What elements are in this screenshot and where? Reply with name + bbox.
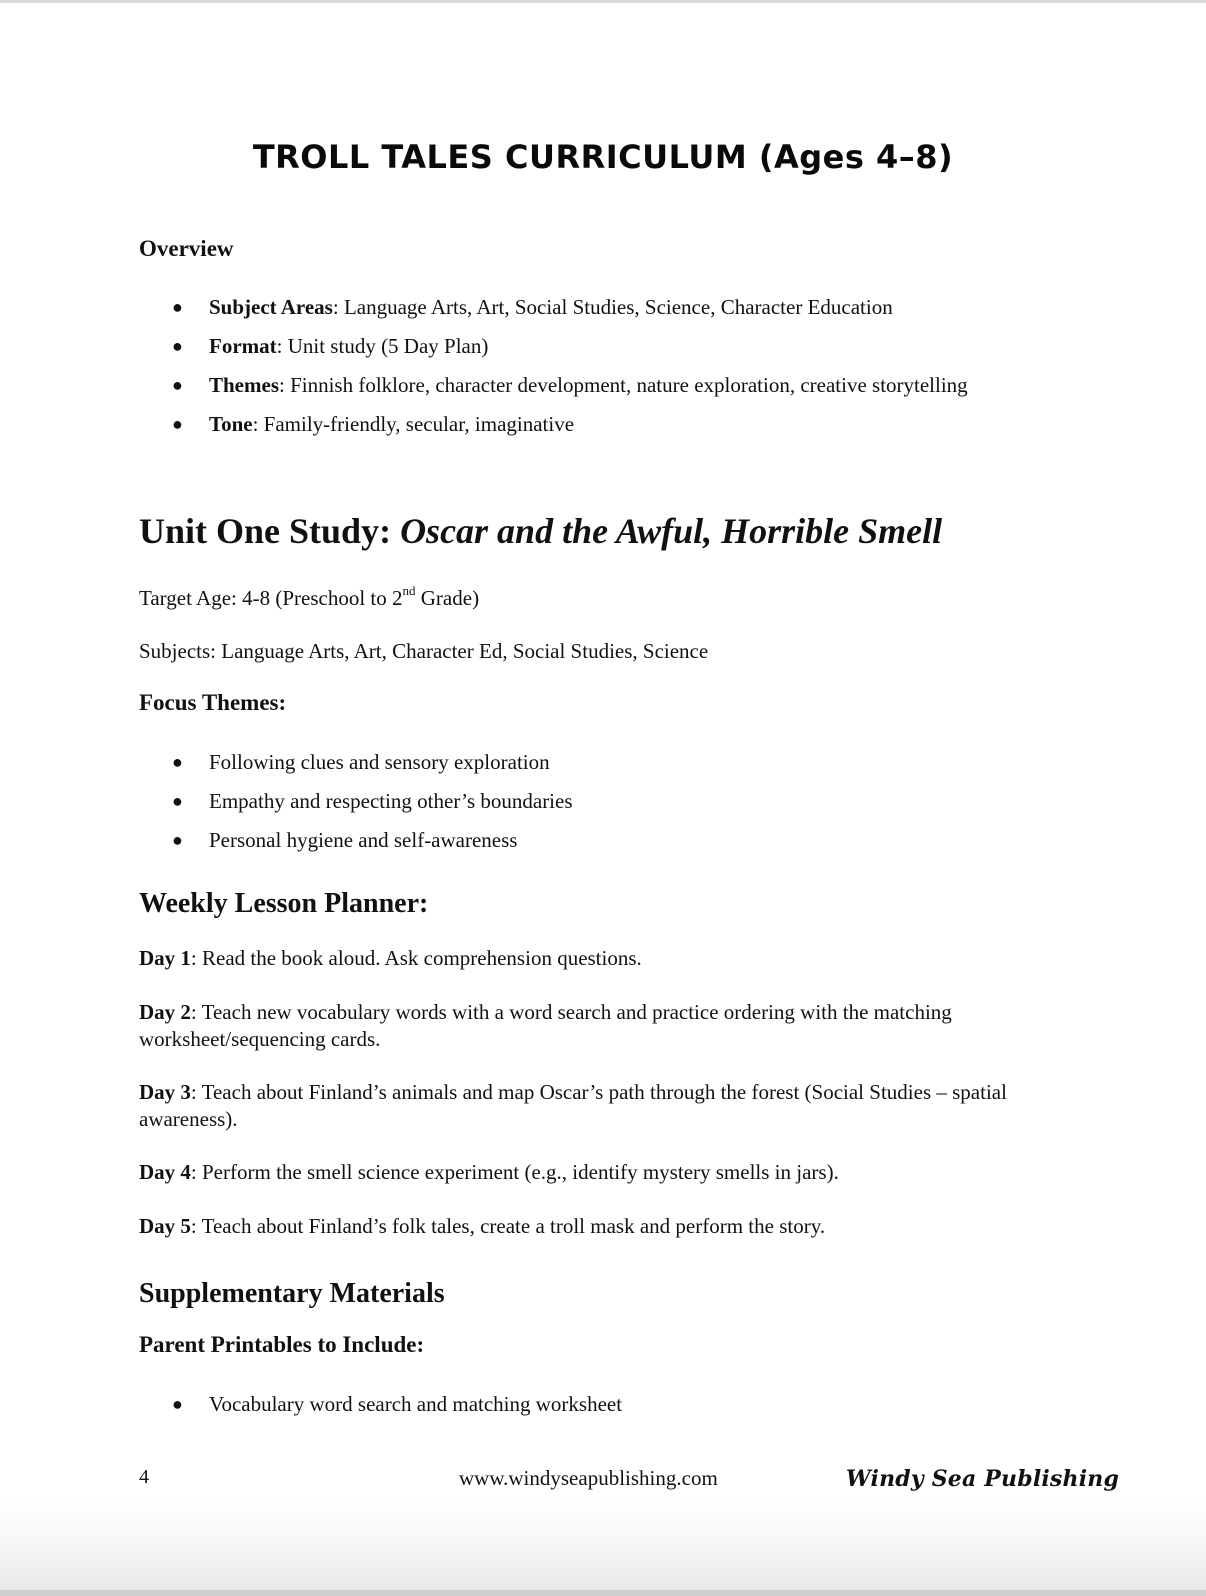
book-title: Oscar and the Awful, Horrible Smell (400, 511, 943, 551)
bullet-icon: ● (172, 752, 183, 772)
bullet-icon: ● (172, 1394, 183, 1414)
focus-theme-text: Following clues and sensory exploration (209, 750, 550, 774)
focus-themes-heading: Focus Themes: (139, 690, 287, 715)
day-label: Day 2 (139, 1000, 191, 1024)
overview-item-text: : Family-friendly, secular, imaginative (252, 412, 575, 436)
printable-text: Vocabulary word search and matching worksheet (209, 1392, 623, 1416)
bullet-icon: ● (172, 297, 183, 317)
target-age-text: Target Age: 4-8 (Preschool to 2 (139, 586, 403, 610)
unit-title-prefix: Unit One Study: (139, 511, 401, 551)
bullet-icon: ● (172, 830, 183, 850)
footer-url: www.windyseapublishing.com (459, 1466, 718, 1490)
day-label: Day 3 (139, 1080, 191, 1104)
bottom-edge (0, 1590, 1206, 1596)
day-label: Day 4 (139, 1160, 191, 1184)
day-entry (139, 1079, 1059, 1133)
day-entry (139, 1213, 1059, 1240)
overview-item-text: : Finnish folklore, character development, nature exploration, creative storytelling (279, 373, 968, 397)
overview-item-text: : Language Arts, Art, Social Studies, Science, Character Education (332, 295, 893, 319)
bullet-icon: ● (172, 791, 183, 811)
printables-subheading: Parent Printables to Include: (139, 1332, 425, 1357)
focus-theme-text: Empathy and respecting other’s boundaries (209, 789, 573, 813)
day-text: : Perform the smell science experiment (e.g., identify mystery smells in jars). (190, 1160, 839, 1184)
bullet-icon: ● (172, 414, 183, 434)
supplementary-heading: Supplementary Materials (139, 1278, 445, 1309)
day-text: : Teach about Finland’s folk tales, create a troll mask and perform the story. (190, 1214, 826, 1238)
overview-item-label: Format (209, 334, 277, 358)
day-label: Day 5 (139, 1214, 191, 1238)
target-age (139, 585, 479, 611)
weekly-planner-heading: Weekly Lesson Planner: (139, 888, 429, 919)
day-label: Day 1 (139, 946, 191, 970)
bullet-icon: ● (172, 336, 183, 356)
target-age-ordinal: nd (402, 583, 416, 598)
overview-item-label: Tone (209, 412, 253, 436)
bullet-icon: ● (172, 375, 183, 395)
day-text: : Read the book aloud. Ask comprehension questions. (190, 946, 642, 970)
overview-item-label: Subject Areas (209, 295, 333, 319)
day-text: : Teach about Finland’s animals and map Oscar’s path through the forest (Social Studies – spatial awareness). (139, 1080, 1007, 1131)
overview-item-text: : Unit study (5 Day Plan) (276, 334, 489, 358)
document-title: TROLL TALES CURRICULUM (Ages 4–8) (252, 138, 954, 176)
top-edge (0, 0, 1206, 3)
day-entry (139, 945, 1059, 972)
page-bottom-shadow (0, 1500, 1206, 1596)
overview-item-label: Themes (209, 373, 279, 397)
publisher-brand: Windy Sea Publishing (846, 1466, 1120, 1492)
page-number: 4 (139, 1466, 149, 1488)
focus-theme-text: Personal hygiene and self-awareness (209, 828, 518, 852)
subjects-line: Subjects: Language Arts, Art, Character Ed, Social Studies, Science (139, 639, 709, 663)
target-age-suffix: Grade) (415, 586, 480, 610)
overview-heading: Overview (139, 236, 234, 261)
unit-title (139, 510, 942, 552)
day-entry (139, 1159, 1059, 1186)
day-text: : Teach new vocabulary words with a word search and practice ordering with the matching worksheet/sequencing cards. (139, 1000, 952, 1051)
day-entry (139, 999, 1059, 1053)
